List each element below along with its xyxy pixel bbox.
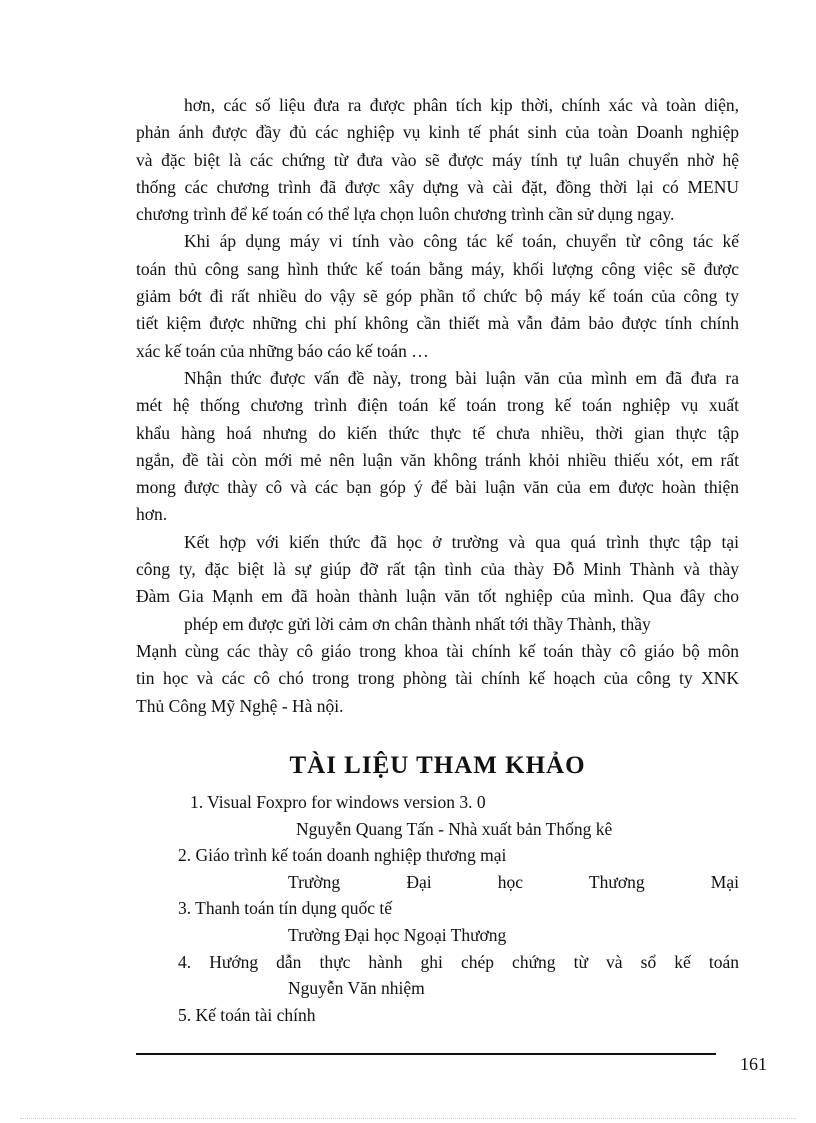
body-text [136, 92, 739, 720]
text-line: phép em được gửi lời cảm ơn chân thành nhất tới thầy Thành, thầy [184, 613, 651, 634]
reference-title: 5. Kế toán tài chính [178, 1004, 316, 1025]
text-line: ngắn, đề tài còn mới mẻ nên luận văn không tránh khỏi nhiều thiếu xót, em rất [136, 449, 739, 470]
reference-title: 1. Visual Foxpro for windows version 3. 0 [190, 792, 486, 812]
reference-source: Trường Đại học Ngoại Thương [288, 924, 507, 945]
text-line: hơn, các số liệu đưa ra được phân tích kịp thời, chính xác và toàn diện, [184, 95, 739, 115]
paragraph-3 [136, 365, 739, 529]
paragraph-4 [136, 529, 739, 720]
reference-source: Nguyễn Quang Tấn - Nhà xuất bản Thống kê [296, 818, 613, 839]
paragraph-1 [136, 92, 739, 228]
reference-source: Trường Đại học Thương Mại [288, 871, 739, 892]
text-line: mét hệ thống chương trình điện toán kế toán trong kế toán nghiệp vụ xuất [136, 395, 739, 416]
paragraph-2 [136, 228, 739, 364]
text-line: Kết hợp với kiến thức đã học ở trường và qua quá trình thực tập tại [184, 531, 739, 552]
reference-source: Nguyễn Văn nhiệm [288, 978, 425, 999]
reference-title: 2. Giáo trình kế toán doanh nghiệp thương mại [178, 845, 507, 866]
text-line: mong được thày cô và các bạn góp ý để bài luận văn của em được hoàn thiện [136, 477, 739, 498]
text-line: tiết kiệm được những chi phí không cần thiết mà vẫn đảm bảo được tính chính [136, 313, 739, 334]
text-line: và đặc biệt là các chứng từ đưa vào sẽ được máy tính tự luân chuyển nhờ hệ [136, 149, 739, 170]
text-line: chương trình để kế toán có thể lựa chọn luôn chương trình cần sử dụng ngay. [136, 204, 675, 225]
reference-title: 3. Thanh toán tín dụng quốc tế [178, 898, 393, 919]
text-line: Đàm Gia Mạnh em đã hoàn thành luận văn tốt nghiệp của mình. Qua đây cho [136, 586, 739, 607]
text-line: Khi áp dụng máy vi tính vào công tác kế toán, chuyển từ công tác kế [184, 231, 739, 252]
text-line: toán thủ công sang hình thức kế toán bằng máy, khối lượng công việc sẽ được [136, 258, 739, 279]
page-number: 161 [740, 1054, 767, 1074]
reference-title: 4. Hướng dẫn thực hành ghi chép chứng từ và sổ kế toán [178, 951, 739, 972]
text-line: giảm bớt đi rất nhiều do vậy sẽ góp phần tổ chức bộ máy kế toán của công ty [136, 286, 739, 307]
text-line: Nhận thức được vấn đề này, trong bài luận văn của mình em đã đưa ra [184, 367, 739, 388]
page-bottom-edge [20, 1118, 796, 1119]
text-line: khẩu hàng hoá nhưng do kiến thức thực tế chưa nhiều, thời gian thực tập [136, 422, 739, 443]
text-line: thống các chương trình đã được xây dựng và cài đặt, đồng thời lại có MENU [136, 176, 739, 197]
text-line: Mạnh cùng các thày cô giáo trong khoa tài chính kế toán thày cô giáo bộ môn [136, 640, 739, 661]
text-line: xác kế toán của những báo cáo kế toán … [136, 340, 429, 361]
text-line: phản ánh được đầy đủ các nghiệp vụ kinh tế phát sinh của toàn Doanh nghiệp [136, 122, 739, 143]
references-heading: TÀI LIỆU THAM KHẢO [289, 752, 586, 779]
footer-divider [136, 1053, 716, 1055]
text-line: Thủ Công Mỹ Nghệ - Hà nội. [136, 695, 344, 716]
text-line: hơn. [136, 504, 168, 525]
references-list [178, 789, 739, 1028]
text-line: tin học và các cô chó trong trong phòng tài chính kế hoạch của công ty XNK [136, 668, 739, 689]
text-line: công ty, đặc biệt là sự giúp đỡ rất tận tình của thày Đỗ Minh Thành và thày [136, 559, 739, 580]
